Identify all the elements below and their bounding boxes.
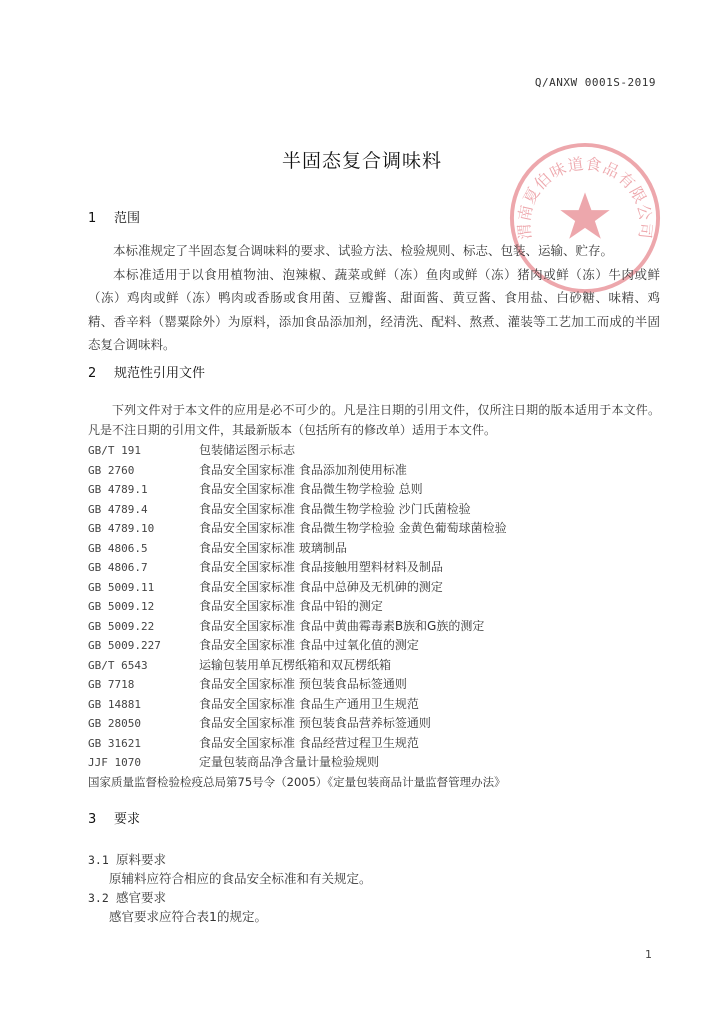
reference-code: GB 31621 — [88, 736, 141, 750]
subsection-number: 3.2 — [88, 891, 109, 905]
subsection-body-sensory: 感官要求应符合表1的规定。 — [109, 909, 267, 924]
reference-item — [88, 656, 668, 676]
reference-item — [88, 578, 668, 598]
references-intro — [88, 400, 660, 440]
reference-title: 包装储运图示标志 — [199, 443, 296, 457]
reference-item — [88, 714, 668, 734]
reference-title: 食品安全国家标准 食品中黄曲霉毒素B族和G族的测定 — [199, 618, 485, 633]
reference-item — [88, 675, 668, 695]
reference-code: GB 4806.5 — [88, 541, 148, 555]
reference-code: GB 4789.1 — [88, 483, 148, 496]
reference-title: 食品安全国家标准 食品中过氧化值的测定 — [199, 638, 419, 652]
document-title: 半固态复合调味料 — [281, 150, 442, 172]
reference-code: GB 5009.11 — [88, 580, 155, 594]
section-number: 1 — [88, 211, 97, 226]
reference-note: 国家质量监督检验检疫总局第75号令（2005）《定量包装商品计量监督管理办法》 — [88, 774, 506, 789]
reference-list — [88, 441, 668, 792]
reference-item — [88, 753, 668, 773]
reference-code: GB 28050 — [88, 717, 141, 730]
reference-title: 定量包装商品净含量计量检验规则 — [199, 755, 380, 769]
subsection-body-raw-materials: 原辅料应符合相应的食品安全标准和有关规定。 — [109, 871, 372, 886]
section-heading-requirements — [88, 808, 140, 827]
reference-title: 食品安全国家标准 食品经营过程卫生规范 — [199, 735, 419, 750]
reference-item — [88, 597, 668, 617]
svg-text:渭南夏伯味道食品有限公司: 渭南夏伯味道食品有限公司 — [514, 153, 656, 241]
reference-code: GB 7718 — [88, 678, 135, 691]
scope-paragraph-2: 本标准适用于以食用植物油、泡辣椒、蔬菜或鲜（冻）鱼肉或鲜（冻）猪肉或鲜（冻）牛肉或鲜（冻）鸡肉或鲜（冻）鸭肉或香肠或食用菌、豆瓣酱、甜面酱、黄豆酱、食用盐、白砂糖、味精、鸡精、香辛料（罂粟除外）为原料，添加食品添加剂，经清洗、配料、熬煮、灌装等工艺加工而成的半固态复合调味料。 — [88, 266, 660, 352]
reference-title: 食品安全国家标准 玻璃制品 — [199, 540, 347, 555]
reference-item — [88, 461, 668, 481]
reference-code: GB 4789.4 — [88, 502, 148, 516]
reference-code: GB 4789.10 — [88, 522, 155, 535]
subsection-title: 原料要求 — [116, 852, 167, 867]
reference-title: 运输包装用单瓦楞纸箱和双瓦楞纸箱 — [199, 657, 392, 672]
scope-paragraph-1: 本标准规定了半固态复合调味料的要求、试验方法、检验规则、标志、包装、运输、贮存。 — [113, 243, 614, 258]
document-id: Q/ANXW 0001S-2019 — [534, 76, 656, 89]
reference-code: GB/T 6543 — [88, 658, 148, 672]
reference-code: GB 14881 — [88, 697, 141, 711]
reference-title: 食品安全国家标准 预包装食品营养标签通则 — [199, 716, 431, 730]
section-title: 范围 — [114, 211, 141, 226]
reference-item — [88, 636, 668, 656]
reference-title: 食品安全国家标准 食品接触用塑料材料及制品 — [199, 560, 443, 574]
reference-title: 食品安全国家标准 食品微生物学检验 金黄色葡萄球菌检验 — [199, 521, 507, 535]
reference-item — [88, 500, 668, 520]
reference-code: GB 4806.7 — [88, 561, 148, 574]
reference-code: GB 5009.22 — [88, 619, 155, 633]
reference-code: GB 5009.12 — [88, 600, 155, 613]
reference-code: GB 5009.227 — [88, 639, 161, 652]
scope-text — [88, 239, 660, 357]
reference-title: 食品安全国家标准 食品添加剂使用标准 — [199, 462, 407, 477]
reference-title: 食品安全国家标准 食品生产通用卫生规范 — [199, 696, 419, 711]
reference-item — [88, 519, 668, 539]
references-intro-text: 下列文件对于本文件的应用是必不可少的。凡是注日期的引用文件，仅所注日期的版本适用于本文件。凡是不注日期的引用文件，其最新版本（包括所有的修改单）适用于本文件。 — [88, 403, 660, 437]
reference-item — [88, 617, 668, 637]
subsection-title: 感官要求 — [116, 890, 167, 905]
reference-title: 食品安全国家标准 食品中铅的测定 — [199, 599, 383, 613]
reference-code: GB 2760 — [88, 463, 135, 477]
section-heading-scope — [88, 207, 140, 226]
reference-title: 食品安全国家标准 食品微生物学检验 总则 — [199, 482, 423, 496]
section-heading-references — [88, 362, 205, 381]
section-number: 3 — [88, 812, 97, 827]
reference-code: JJF 1070 — [88, 756, 141, 769]
subsection-heading-sensory — [88, 888, 166, 906]
reference-item — [88, 734, 668, 754]
reference-title: 食品安全国家标准 食品中总砷及无机砷的测定 — [199, 579, 443, 594]
reference-item — [88, 480, 668, 500]
reference-title: 食品安全国家标准 预包装食品标签通则 — [199, 677, 407, 691]
reference-item — [88, 441, 668, 461]
reference-item — [88, 539, 668, 559]
reference-title: 食品安全国家标准 食品微生物学检验 沙门氏菌检验 — [199, 501, 471, 516]
reference-item — [88, 695, 668, 715]
section-title: 要求 — [114, 812, 141, 827]
reference-item — [88, 558, 668, 578]
reference-code: GB/T 191 — [88, 444, 141, 457]
subsection-heading-raw-materials — [88, 850, 166, 868]
page-number: 1 — [645, 948, 652, 961]
section-number: 2 — [88, 366, 97, 381]
section-title: 规范性引用文件 — [114, 366, 206, 381]
subsection-number: 3.1 — [88, 853, 109, 867]
